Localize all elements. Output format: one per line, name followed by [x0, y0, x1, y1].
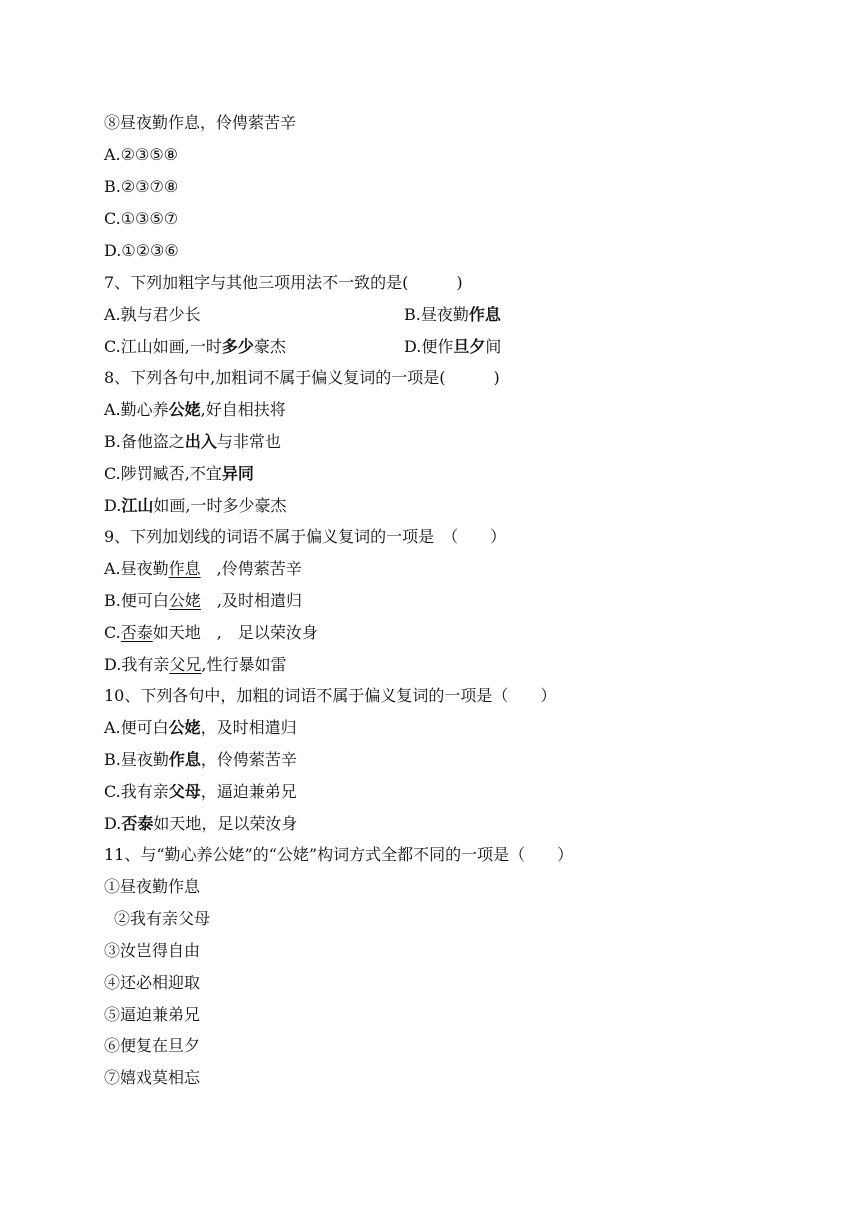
q7-option-a: A.孰与君少长 [104, 305, 201, 324]
q9-option-c-text: C. [104, 623, 121, 642]
q9-option-c-text-end: 如天地 , 足以荣汝身 [152, 623, 318, 642]
q8-option-d-text-end: 如画,一时多少豪杰 [153, 496, 287, 515]
q6-option-a: A.②③⑤⑧ [104, 145, 179, 164]
q7-option-c-text: C.江山如画,一时 [104, 337, 222, 356]
q10-option-d-text: D. [104, 814, 122, 833]
q8-option-c [104, 463, 254, 485]
q9-option-d-underlined: 父兄 [169, 655, 202, 674]
q8-option-d [104, 495, 286, 517]
q8-stem: 8、下列各句中,加粗词不属于偏义复词的一项是( ) [104, 368, 500, 387]
q10-option-b [104, 749, 297, 771]
q10-option-a [104, 717, 297, 739]
q11-item: ②我有亲父母 [114, 909, 211, 928]
q6-option-d: D.①②③⑥ [104, 241, 179, 260]
q9-option-a [104, 558, 302, 580]
q9-option-b [104, 590, 302, 612]
q10-option-d-text-end: 如天地，足以荣汝身 [153, 814, 298, 833]
q8-option-a [104, 399, 286, 421]
q10-option-b-text: B.昼夜勤 [104, 750, 169, 769]
q9-option-b-text: B.便可白 [104, 591, 169, 610]
q11-item: ⑦嬉戏莫相忘 [104, 1068, 201, 1087]
q10-option-a-text: A.便可白 [104, 718, 169, 737]
q7-option-c-text-end: 豪杰 [253, 337, 286, 356]
q7-option-d-bold: 旦夕 [453, 337, 486, 356]
q11-item: ⑥便复在旦夕 [104, 1036, 201, 1055]
q10-option-b-text-end: ，伶俜萦苦辛 [200, 750, 297, 769]
q9-option-d [104, 654, 286, 676]
q10-option-c-text: C.我有亲 [104, 782, 169, 801]
q9-option-a-underlined: 作息 [168, 559, 201, 578]
q11-stem: 11、与“勤心养公姥”的“公姥”构词方式全都不同的一项是（ ） [104, 845, 574, 864]
q9-option-d-text-end: ,性行暴如雷 [201, 655, 287, 674]
q7-option-d-text-end: 间 [485, 337, 502, 356]
q7-option-c-bold: 多少 [221, 337, 254, 356]
q7-option-d [404, 336, 501, 358]
q8-option-c-bold: 异同 [221, 464, 254, 483]
q7-option-d-text: D.便作 [404, 337, 454, 356]
q9-option-b-underlined: 公姥 [168, 591, 201, 610]
q9-option-b-text-end: ,及时相遣归 [200, 591, 302, 610]
q8-option-a-bold: 公姥 [168, 400, 201, 419]
q8-option-b [104, 431, 281, 453]
q9-option-c-underlined: 否泰 [120, 623, 153, 642]
q11-item: ⑤逼迫兼弟兄 [104, 1005, 201, 1024]
q9-option-a-text-end: ,伶俜萦苦辛 [200, 559, 302, 578]
q9-option-c [104, 622, 318, 644]
q9-option-a-text: A.昼夜勤 [104, 559, 169, 578]
q6-option-b: B.②③⑦⑧ [104, 177, 179, 196]
q9-stem: 9、下列加划线的词语不属于偏义复词的一项是 （ ） [104, 527, 507, 546]
q7-option-b-text: B.昼夜勤 [404, 305, 469, 324]
q8-option-b-bold: 出入 [184, 432, 217, 451]
q8-option-a-text: A.勤心养 [104, 400, 169, 419]
q8-option-d-bold: 江山 [121, 496, 154, 515]
q11-item: ④还必相迎取 [104, 973, 201, 992]
q7-option-b [404, 304, 501, 326]
q10-option-b-bold: 作息 [168, 750, 201, 769]
q11-item: ③汝岂得自由 [104, 941, 201, 960]
q7-option-b-bold: 作息 [468, 305, 501, 324]
q10-option-d [104, 813, 297, 835]
q10-option-a-bold: 公姥 [168, 718, 201, 737]
q10-option-c-text-end: ，逼迫兼弟兄 [200, 782, 297, 801]
q8-option-c-text: C.陟罚臧否,不宜 [104, 464, 222, 483]
q10-option-c [104, 781, 297, 803]
q7-stem: 7、下列加粗字与其他三项用法不一致的是( ) [104, 273, 463, 292]
q10-stem: 10、下列各句中，加粗的词语不属于偏义复词的一项是（ ） [104, 686, 557, 705]
q6-option-c: C.①③⑤⑦ [104, 209, 179, 228]
q8-option-b-text: B.备他盗之 [104, 432, 185, 451]
q10-option-d-bold: 否泰 [121, 814, 154, 833]
q8-option-d-text: D. [104, 496, 122, 515]
q7-option-c [104, 336, 286, 358]
q10-option-a-text-end: ，及时相遣归 [200, 718, 297, 737]
q10-option-c-bold: 父母 [168, 782, 201, 801]
q8-option-a-text-end: ,好自相扶将 [200, 400, 286, 419]
q9-option-d-text: D.我有亲 [104, 655, 170, 674]
q8-option-b-text-end: 与非常也 [216, 432, 281, 451]
q6-item-8: ⑧昼夜勤作息，伶俜萦苦辛 [104, 113, 297, 132]
q11-item: ①昼夜勤作息 [104, 877, 201, 896]
